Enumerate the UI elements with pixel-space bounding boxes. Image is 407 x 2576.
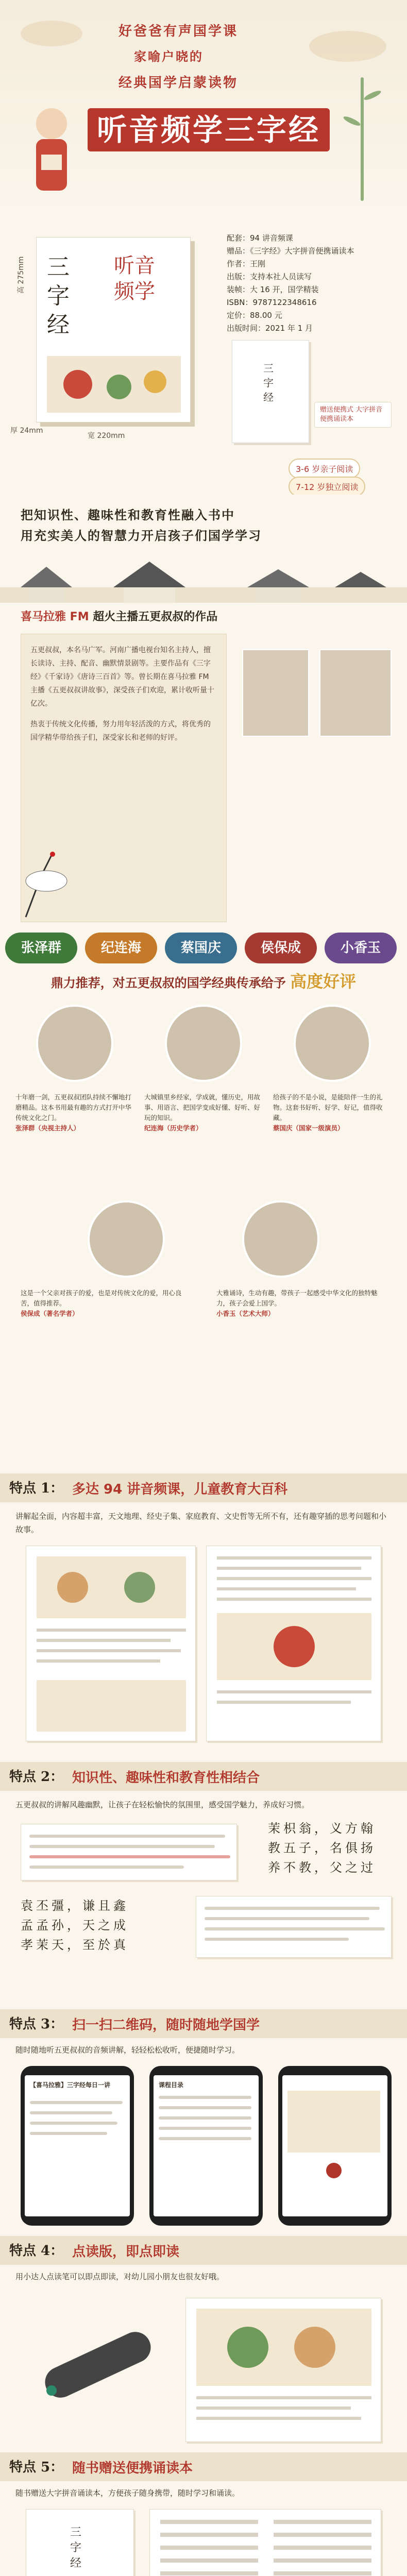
reader-cover (26, 2509, 134, 2576)
quote-signature: 纪连海（历史学者） (144, 1124, 202, 1132)
gift-reader-booklet (232, 340, 309, 443)
text-line (205, 1938, 349, 1941)
poem-right (268, 1819, 392, 1877)
poem-line: 养不教，父之过 (268, 1860, 376, 1875)
play-icon[interactable] (326, 2163, 342, 2178)
host-intro-section (0, 603, 407, 933)
cloud-decoration (21, 21, 82, 46)
width-label: 宽 220mm (88, 432, 125, 440)
host-photo-2 (319, 649, 392, 737)
cover-subtitle: 听音频学 (114, 254, 155, 303)
app-title: 【喜马拉雅】三字经每日一讲 (30, 2081, 111, 2089)
height-label: 高 275mm (17, 256, 25, 294)
hero-line-1: 好爸爸有声国学课 (118, 24, 239, 39)
text-line (30, 2122, 117, 2125)
reading-pen-illustration (21, 2298, 175, 2442)
endorser-portrait (242, 1200, 319, 1278)
phone-screen (25, 2075, 130, 2216)
cover-title: 三字经 (47, 254, 70, 338)
endorser-name: 张泽群 (5, 933, 77, 963)
text-line (205, 1927, 385, 1930)
point-read-page (185, 2298, 381, 2442)
spec-list (227, 232, 392, 335)
text-line (30, 2132, 107, 2135)
gift-tag: 赠送便携式 大字拼音便携诵读本 (314, 402, 392, 428)
quote-signature: 张泽群（央视主持人） (15, 1124, 80, 1132)
intro-title-main: 超火主播五更叔叔的作品 (93, 611, 218, 623)
feature-1-section (0, 1473, 407, 1762)
audio-cover (287, 2091, 380, 2153)
feature-4-section (0, 2236, 407, 2452)
village-illustration (0, 551, 407, 603)
text-line (29, 1866, 184, 1869)
feature-description: 随书赠送大字拼音诵读本，方便孩子随身携带，随时学习和诵读。 (15, 2488, 240, 2498)
endorsement-quote (21, 1288, 191, 1319)
quote-text: 这是一个父亲对孩子的爱，也是对传统文化的爱，用心良苦，值得推荐。 (21, 1289, 182, 1307)
text-line (29, 1845, 215, 1848)
endorser-portrait (165, 1005, 242, 1082)
feature-header (0, 1473, 407, 1502)
host-photo (242, 649, 309, 737)
endorsement-quote (144, 1092, 263, 1133)
lesson-item[interactable] (159, 2106, 251, 2109)
feature-5-section (0, 2452, 407, 2576)
poem-line: 教五子，名俱扬 (268, 1841, 376, 1855)
feature-description: 随时随地听五更叔叔的音频讲解，轻轻松松收听，便捷随时学习。 (15, 2045, 240, 2055)
sample-page-right (206, 1546, 381, 1741)
feature-title: 点读版，即点即读 (72, 2244, 180, 2260)
endorser-name: 小香玉 (325, 933, 397, 963)
hero-line-2: 家喻户晓的 (134, 49, 204, 64)
cloud-decoration (309, 31, 386, 62)
leaf-decoration (343, 115, 362, 127)
endorsement-heading-highlight: 高度好评 (290, 972, 357, 991)
spec-item: 定价：88.00 元 (227, 311, 282, 320)
feature-description: 讲解起全面，内容超丰富，天文地理、经史子集、家庭教育、文史哲等无所不有，还有趣穿插的思考问题和小故事。 (15, 1512, 387, 1534)
phone-screen (282, 2075, 387, 2216)
endorsement-quote (216, 1288, 386, 1319)
feature-title: 扫一扫二维码，随时随地学国学 (72, 2018, 260, 2033)
quote-signature: 小香玉（艺术大师） (216, 1310, 275, 1317)
feature-number: 特点 1： (9, 1481, 64, 1496)
reader-cover-title: 三字经 (70, 2526, 82, 2570)
lesson-item[interactable] (159, 2096, 251, 2099)
poem-left (21, 1896, 185, 1955)
reader-open-page (149, 2509, 381, 2576)
text-line (30, 2111, 112, 2114)
sample-page-left (26, 1546, 196, 1741)
text-line (205, 1917, 369, 1920)
endorser-name: 蔡国庆 (165, 933, 237, 963)
book-info-section (0, 216, 407, 495)
lesson-item[interactable] (159, 2127, 251, 2130)
feature-title: 多达 94 讲音频课，儿童教育大百科 (72, 1482, 288, 1497)
bamboo-decoration (361, 77, 364, 201)
feature-number: 特点 4： (9, 2243, 64, 2259)
phone-screen (154, 2075, 259, 2216)
quote-text: 十年磨一剑，五更叔叔团队持续不懈地打磨精品。这本书用最有趣的方式打开中华传统文化之门。 (15, 1093, 132, 1122)
hero-line-3: 经典国学启蒙读物 (118, 75, 239, 91)
spec-item: 出版时间：2021 年 1 月 (227, 324, 313, 333)
spec-item: 装帧：大 16 开，国学精装 (227, 285, 319, 294)
feature-header (0, 2452, 407, 2481)
thickness-label: 厚 24mm (10, 427, 43, 435)
lesson-heading: 课程目录 (159, 2081, 184, 2089)
feature-number: 特点 5： (9, 2460, 64, 2475)
hero-title: 听音频学三字经 (88, 108, 330, 151)
quote-signature: 蔡国庆（国家一级演员） (273, 1124, 344, 1132)
poem-line: 茉枳翁，义方翰 (268, 1821, 376, 1836)
feature-header (0, 2009, 407, 2038)
feature-title: 随书赠送便携诵读本 (72, 2461, 193, 2476)
feature-number: 特点 2： (9, 1769, 64, 1785)
hero-section (0, 0, 407, 216)
intro-title (21, 608, 217, 624)
endorsement-quote (15, 1092, 134, 1133)
text-line (30, 2101, 123, 2104)
phone-mockup (278, 2066, 392, 2226)
book-cover (36, 237, 191, 422)
text-line (205, 1907, 380, 1910)
band-line-1: 把知识性、趣味性和教育性融入书中 (21, 507, 235, 522)
endorser-portrait (88, 1200, 165, 1278)
feature-header (0, 1762, 407, 1791)
feature-description: 五更叔叔的讲解风趣幽默，让孩子在轻松愉快的氛围里，感受国学魅力，养成好习惯。 (15, 1800, 310, 1809)
intro-paragraph-2: 热衷于传统文化传播，努力用年轻活泼的方式，将优秀的国学精华带给孩子们，深受家长和老师的好评。 (30, 720, 211, 742)
feature-description: 用小达人点读笔可以即点即读，对幼儿园小朋友也很友好哦。 (15, 2272, 225, 2281)
endorsement-heading (10, 969, 397, 992)
spec-item: 出版：支持本社人员读写 (227, 272, 312, 281)
feature-3-section (0, 2009, 407, 2236)
text-line (29, 1835, 225, 1838)
crane-illustration (10, 845, 77, 922)
poem-line: 孟孟孙，天之成 (21, 1918, 129, 1933)
feature-title: 知识性、趣味性和教育性相结合 (72, 1770, 260, 1786)
story-snippet (196, 1896, 392, 1958)
quote-text: 大城镇里乡经家，学成就，懂历史，用故事、用语言、把国学变成好懂、好听、好玩的知识。 (144, 1093, 261, 1122)
phone-mockup (149, 2066, 263, 2226)
spec-item: 作者：王刚 (227, 259, 266, 268)
reader-title: 三字经 (263, 362, 274, 403)
endorsement-quote (273, 1092, 392, 1133)
feature-header (0, 2236, 407, 2265)
poem-line: 袁丕彊，谦且鑫 (21, 1899, 129, 1913)
lesson-item[interactable] (159, 2137, 251, 2140)
phone-mockup (21, 2066, 134, 2226)
spec-item: ISBN：9787122348616 (227, 298, 317, 307)
intro-paragraph: 五更叔叔，本名马广军。河南广播电视台知名主持人，擅长读诗、主持、配音、幽默情景剧等。主要作品有《三字经》《千家诗》《唐诗三百首》等。曾长期在喜马拉雅 FM 主播《五更叔叔讲故事》，深受孩子们欢迎，累计收听量十亿次。 (30, 646, 214, 708)
spec-item: 配套：94 讲音频课 (227, 233, 293, 243)
endorser-portrait (294, 1005, 371, 1082)
slogan-band (0, 495, 407, 603)
text-line-highlight (29, 1855, 230, 1858)
endorser-portrait (36, 1005, 113, 1082)
explanation-snippet (21, 1824, 237, 1880)
leaf-decoration (363, 89, 382, 101)
intro-title-prefix: 喜马拉雅 FM (21, 611, 89, 623)
age-tag-2: 7-12 岁独立阅读 (289, 477, 365, 495)
endorsement-section (0, 933, 407, 1473)
lesson-item[interactable] (159, 2116, 251, 2120)
age-tag-1: 3-6 岁亲子阅读 (289, 459, 360, 479)
endorsement-heading-text: 鼎力推荐，对五更叔叔的国学经典传承给予 (50, 975, 286, 990)
poem-line: 孝茉天，至於真 (21, 1938, 129, 1952)
quote-signature: 侯保成（著名学者） (21, 1310, 79, 1317)
quote-text: 大雅诵诗，生动有趣，带孩子一起感受中华文化的独特魅力，孩子会爱上国学。 (216, 1289, 378, 1307)
child-reader-illustration (21, 93, 82, 206)
endorser-name: 纪连海 (85, 933, 157, 963)
spec-item: 赠品：《三字经》大字拼音便携诵读本 (227, 246, 354, 256)
feature-number: 特点 3： (9, 2016, 64, 2032)
band-line-2: 用充实美人的智慧力开启孩子们国学学习 (21, 528, 262, 543)
cover-illustration (47, 356, 181, 413)
quote-text: 给孩子的不是小说，是能陪伴一生的礼物。这套书好听、好学、好记，值得收藏。 (273, 1093, 383, 1122)
endorser-name: 侯保成 (245, 933, 317, 963)
feature-2-section (0, 1762, 407, 2009)
